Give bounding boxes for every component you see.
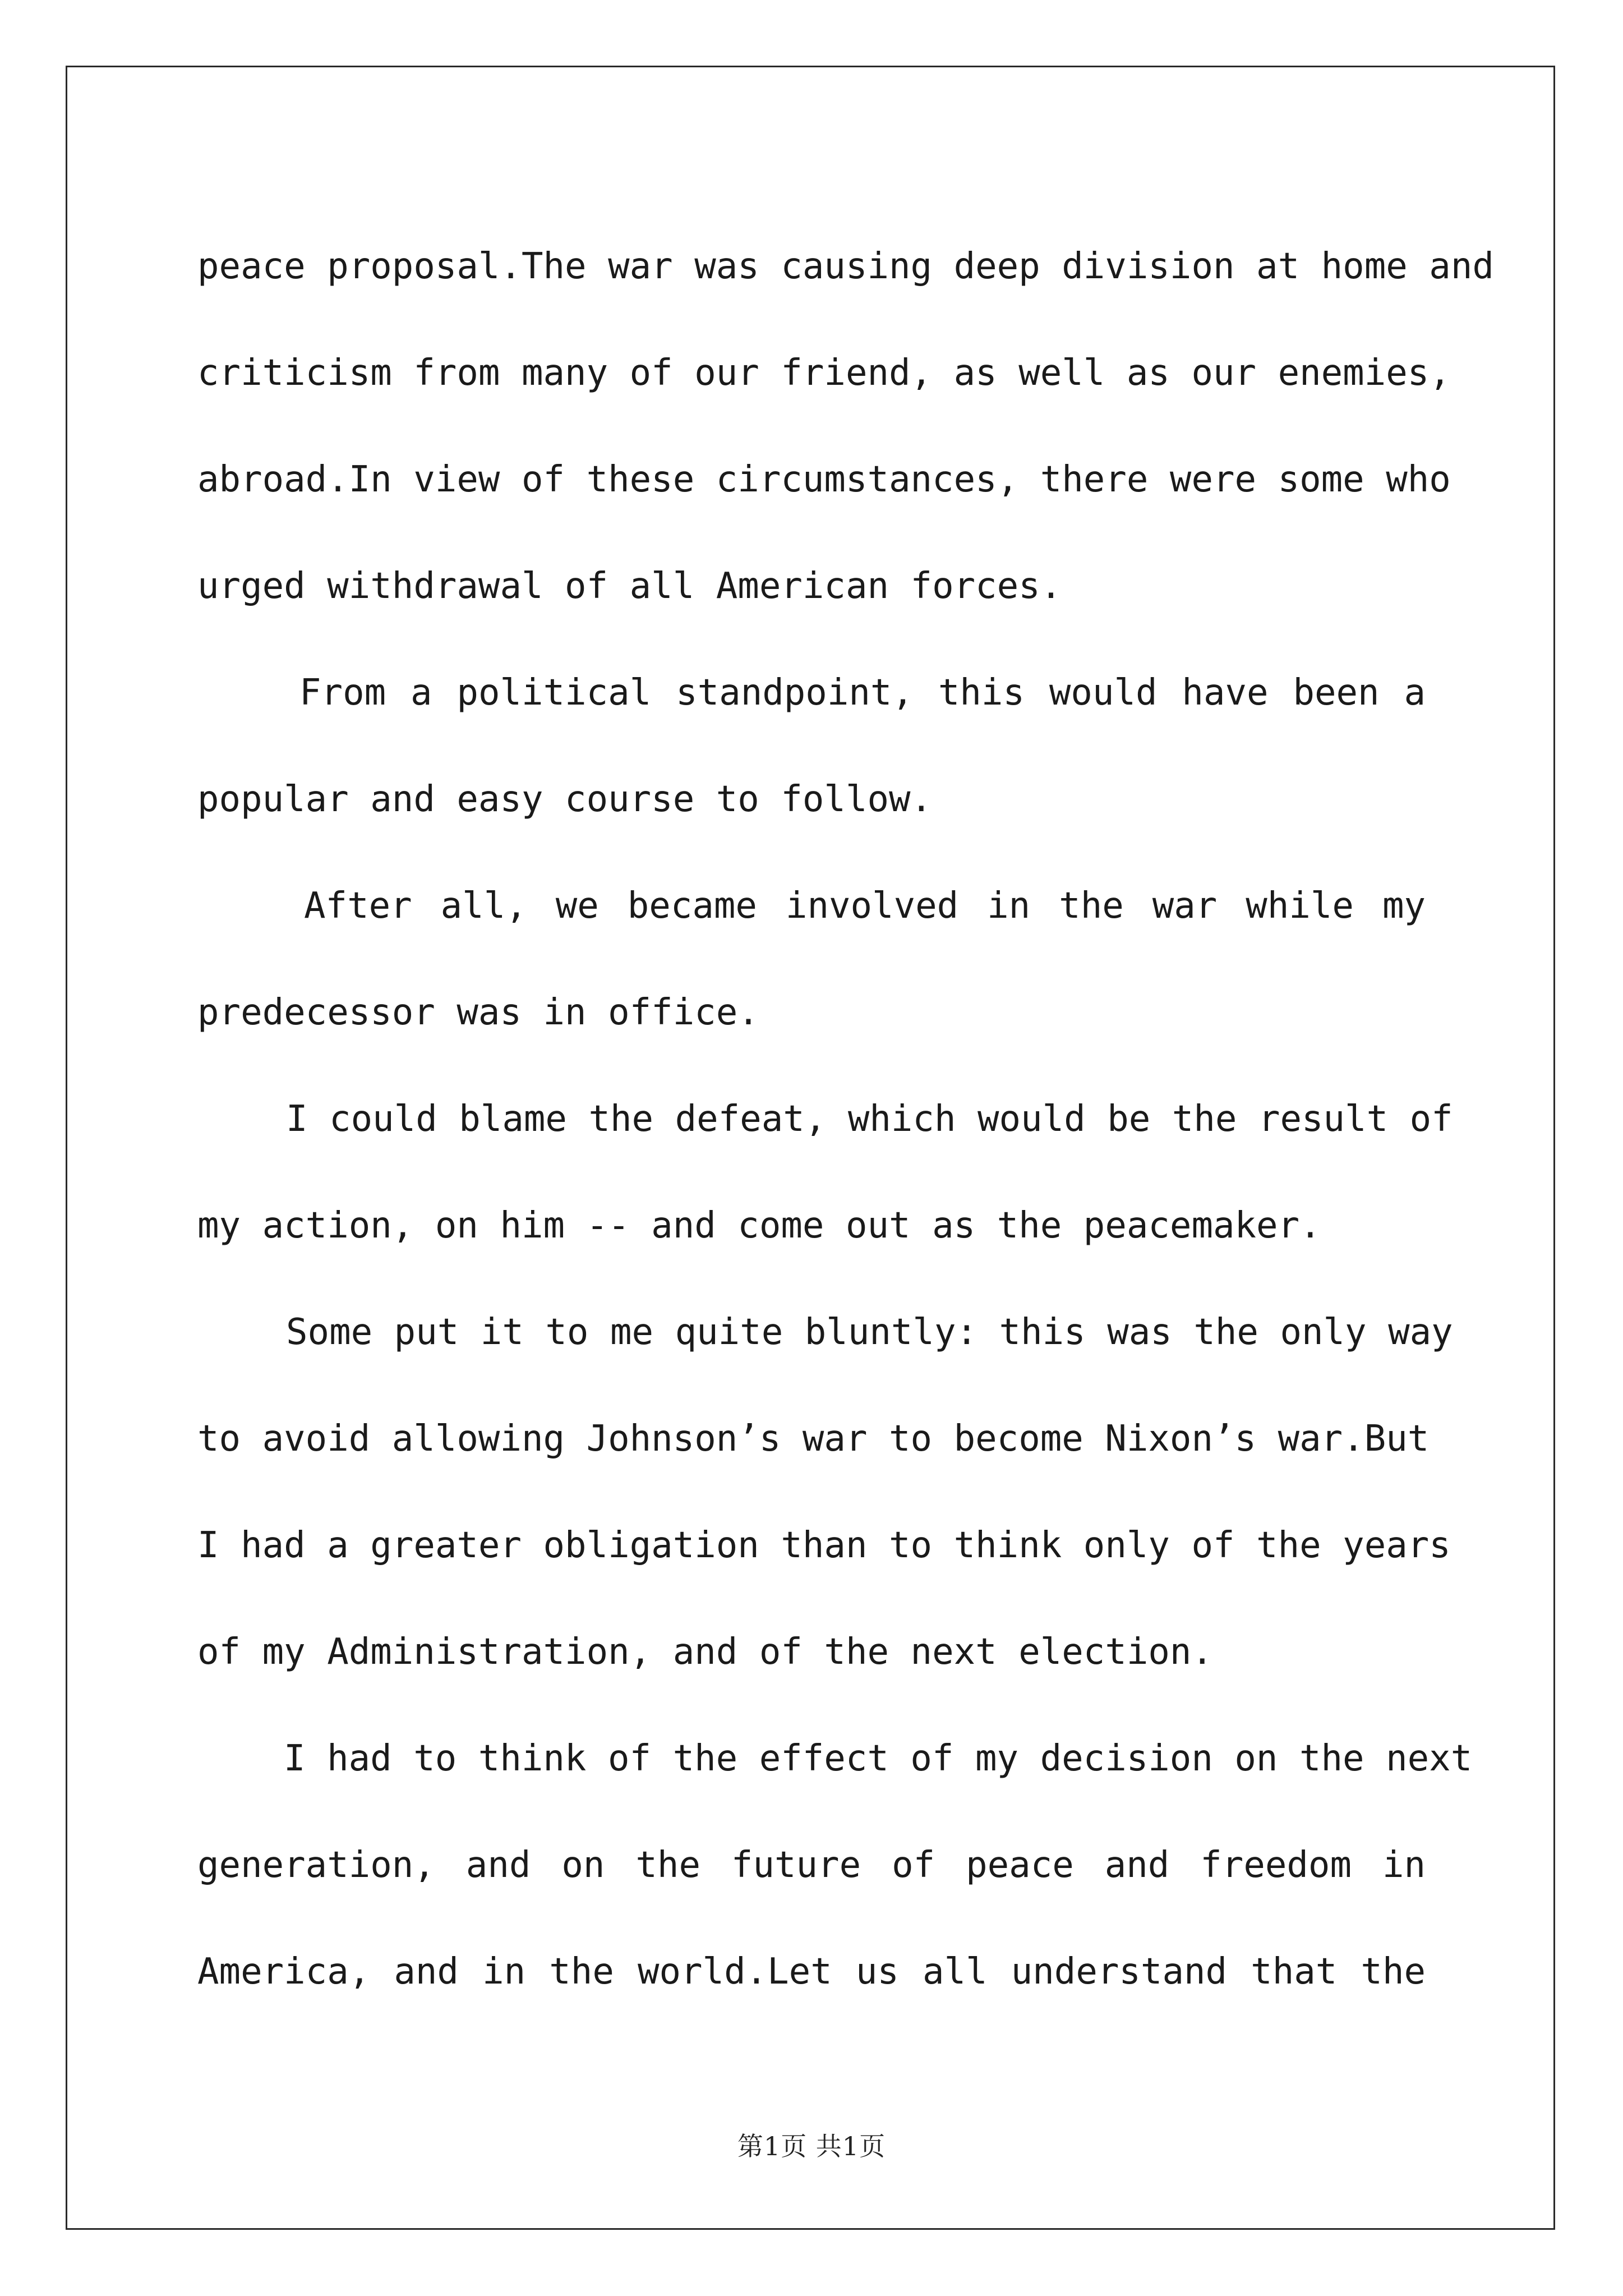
paragraph-first-line: After all, we became involved in the war while my	[304, 885, 1426, 927]
text-line: to avoid allowing Johnson’s war to become Nixon’s war.But	[197, 1418, 1430, 1460]
text-line: of my Administration, and of the next election.	[197, 1631, 1213, 1673]
text-line: predecessor was in office.	[197, 992, 759, 1033]
paragraph-first-line: Some put it to me quite bluntly: this was the only way	[286, 1312, 1453, 1353]
page-number-footer: 第1页 共1页	[737, 2131, 886, 2161]
text-line: peace proposal.The war was causing deep division at home and	[197, 246, 1494, 287]
paragraph-first-line: I could blame the defeat, which would be the result of	[286, 1098, 1453, 1140]
paragraph-first-line: I had to think of the effect of my decision on the next	[284, 1738, 1473, 1779]
document-body	[197, 213, 1494, 2025]
text-line: generation, and on the future of peace and freedom in	[197, 1844, 1426, 1886]
text-line: urged withdrawal of all American forces.	[197, 565, 1062, 607]
text-line: criticism from many of our friend, as well as our enemies,	[197, 352, 1451, 394]
text-line: I had a greater obligation than to think only of the years	[197, 1525, 1451, 1566]
paragraph-first-line: From a political standpoint, this would have been a	[299, 672, 1426, 714]
text-line: abroad.In view of these circumstances, there were some who	[197, 459, 1451, 500]
text-line: America, and in the world.Let us all understand that the	[197, 1951, 1426, 1993]
text-line: my action, on him -- and come out as the peacemaker.	[197, 1205, 1321, 1246]
text-line: popular and easy course to follow.	[197, 779, 933, 820]
